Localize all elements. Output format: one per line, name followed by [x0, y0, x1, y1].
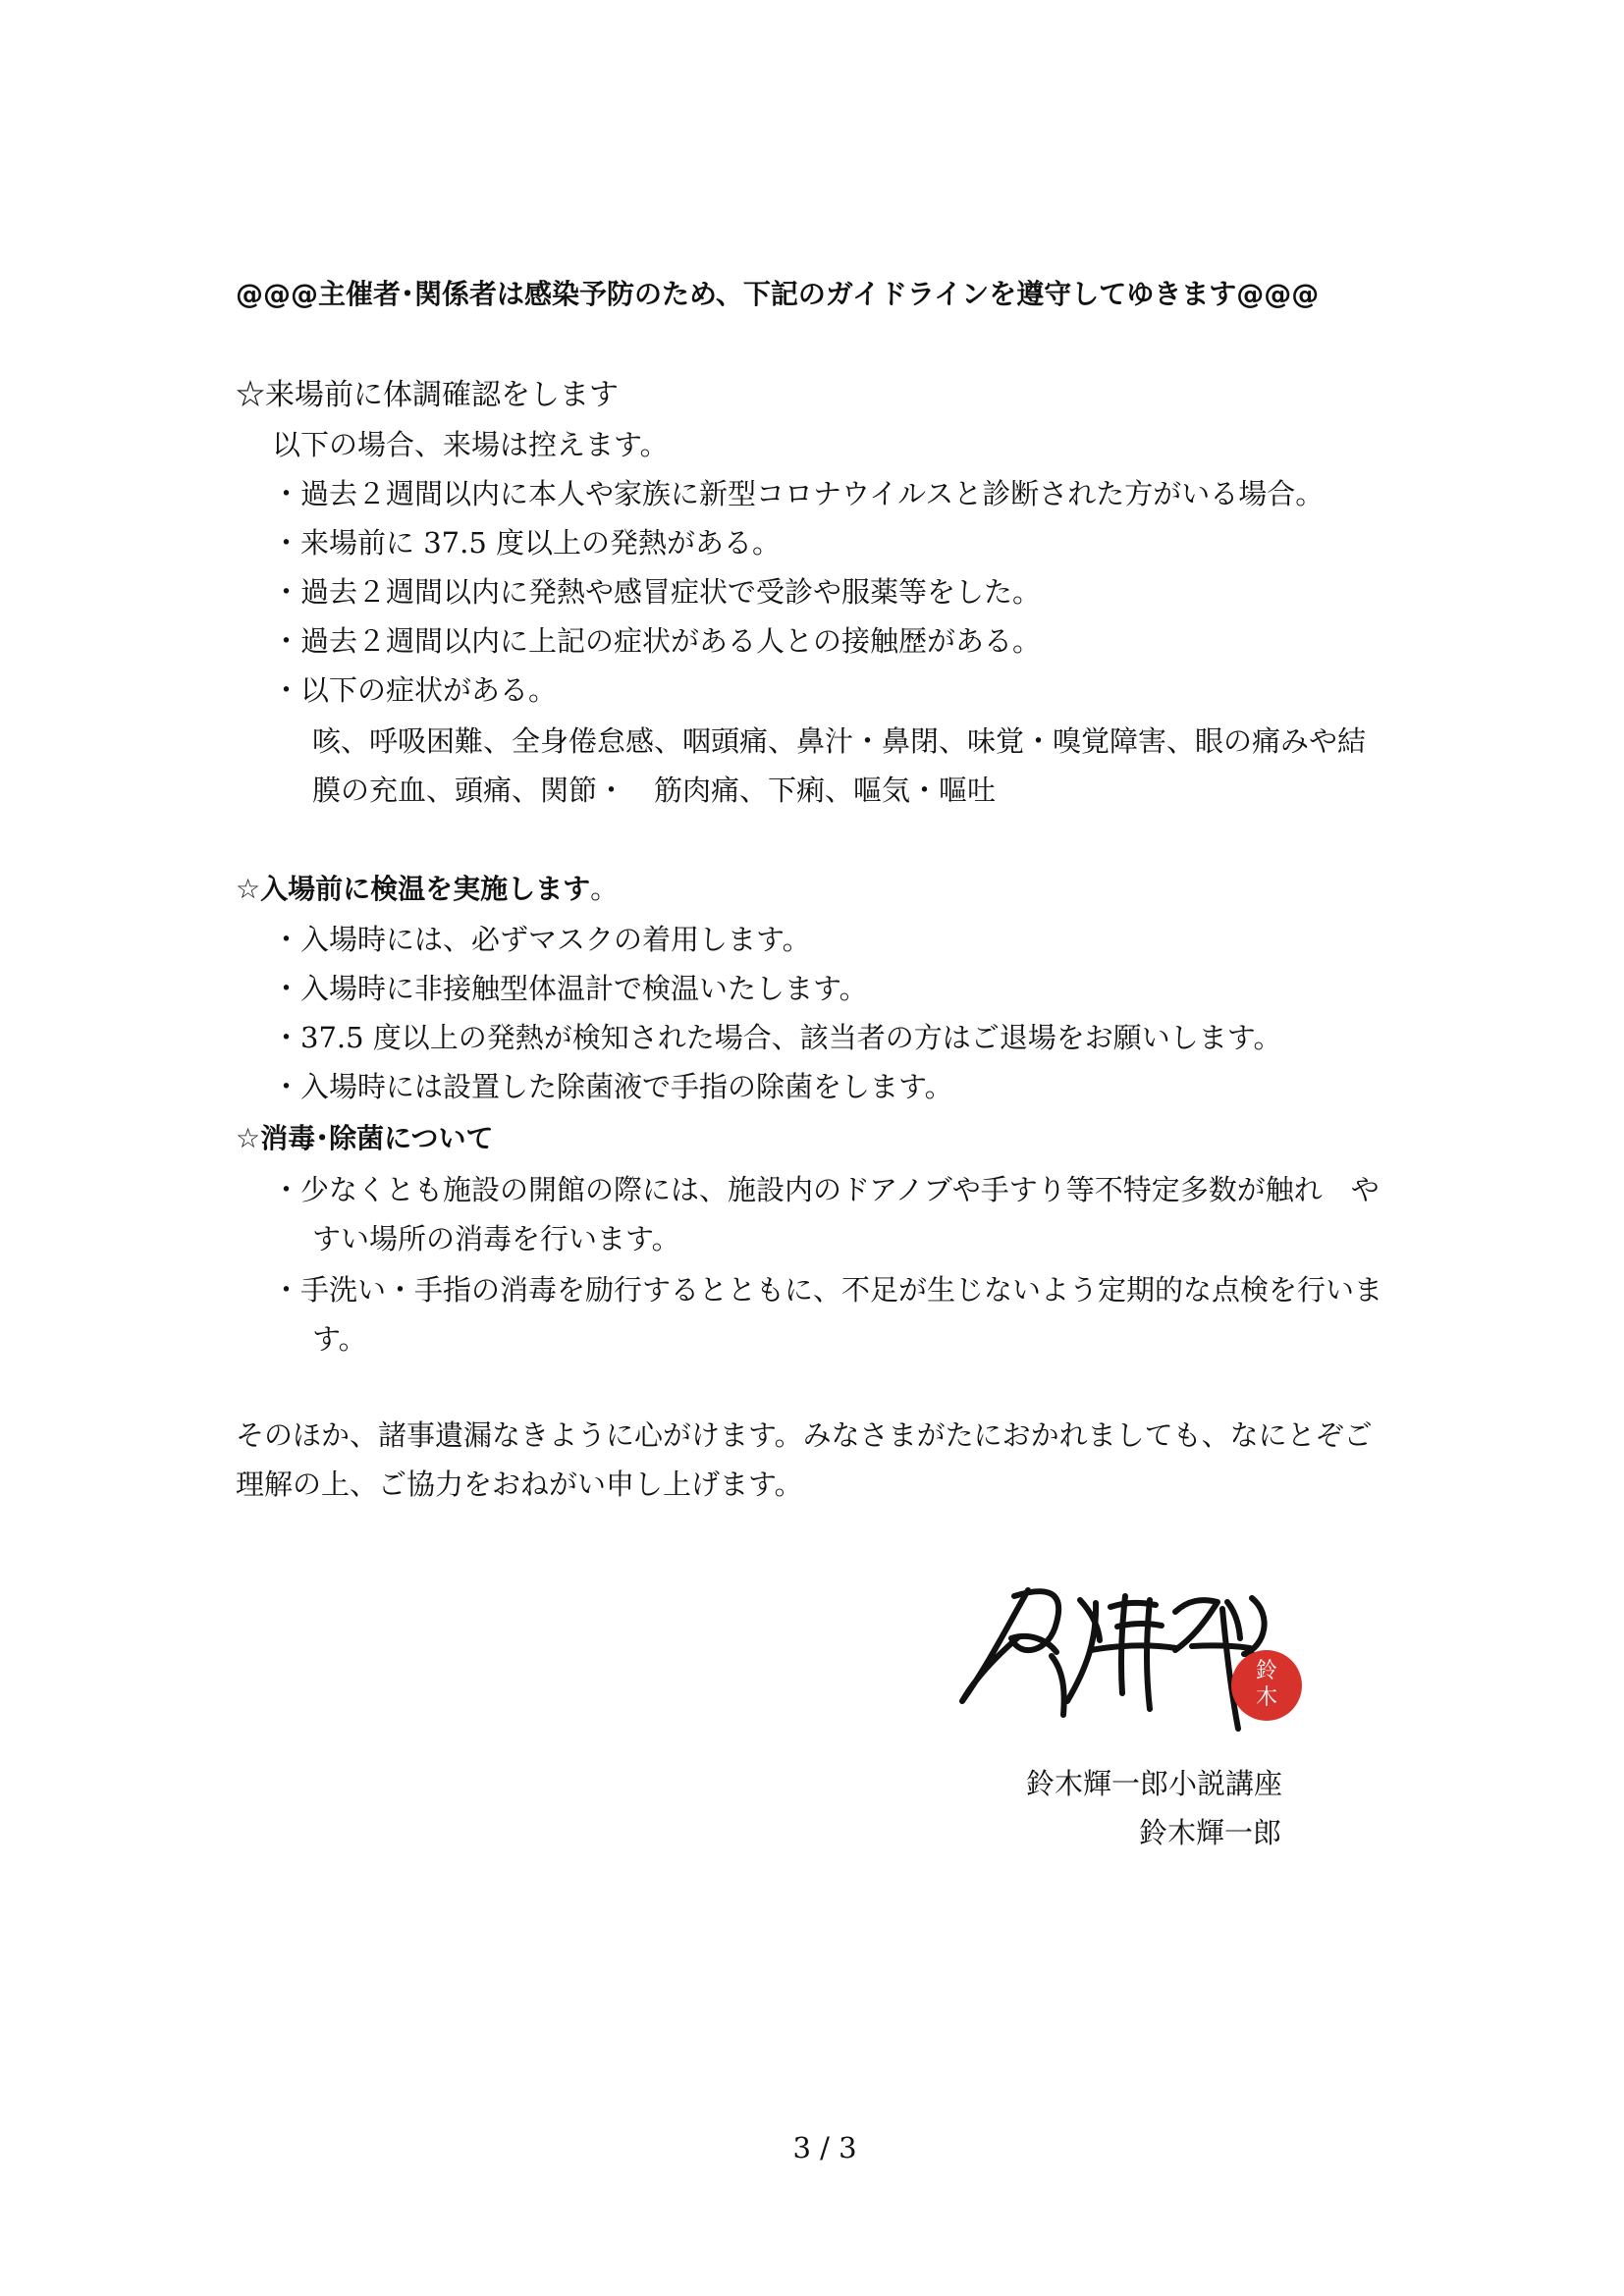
temperature-item: ・37.5 度以上の発熱が検知された場合、該当者の方はご退場をお願いします。 [272, 1021, 1282, 1054]
closing-paragraph-line: そのほか、諸事遺漏なきように心がけます。みなさまがたにおかれましても、なにとぞご [236, 1418, 1373, 1452]
disinfection-item-line: ・少なくとも施設の開館の際には、施設内のドアノブや手すり等不特定多数が触れ や [272, 1173, 1380, 1206]
closing-paragraph-line: 理解の上、ご協力をおねがい申し上げます。 [236, 1468, 803, 1501]
health-check-item: ・以下の症状がある。 [272, 673, 558, 707]
temperature-item: ・入場時に非接触型体温計で検温いたします。 [272, 972, 868, 1005]
health-check-item: ・過去２週間以内に本人や家族に新型コロナウイルスと診断された方がいる場合。 [272, 477, 1325, 510]
svg-text:木: 木 [1255, 1685, 1278, 1710]
disinfection-item-line: ・手洗い・手指の消毒を励行するとともに、不足が生じないよう定期的な点検を行いま [272, 1273, 1383, 1307]
seal-stamp [1231, 1650, 1302, 1721]
section-temperature-heading-suffix: 。 [590, 872, 620, 905]
temperature-item: ・入場時には設置した除菌液で手指の除菌をします。 [272, 1070, 953, 1103]
handwritten-signature [918, 1556, 1365, 1772]
organizer-name: 鈴木輝一郎小説講座 [1026, 1767, 1283, 1800]
page-number: 3 / 3 [792, 2131, 857, 2164]
section-temperature-heading-text: ☆入場前に検温を実施します [236, 873, 591, 905]
disinfection-item-line: す。 [312, 1322, 367, 1356]
document-title: @@@主催者･関係者は感染予防のため、下記のガイドラインを遵守してゆきます@@@ [236, 278, 1320, 310]
symptoms-list-line: 咳、呼吸困難、全身倦怠感、咽頭痛、鼻汁・鼻閉、味覚・嗅覚障害、眼の痛みや結 [312, 724, 1367, 758]
health-check-item: ・過去２週間以内に上記の症状がある人との接触歴がある。 [272, 624, 1042, 658]
section-temperature-heading [236, 869, 619, 909]
section-health-check-heading: ☆来場前に体調確認をします [236, 378, 619, 412]
section-disinfection-heading: ☆消毒･除菌について [236, 1122, 494, 1154]
section-health-check-intro: 以下の場合、来場は控えます。 [272, 428, 669, 461]
health-check-item: ・過去２週間以内に発熱や感冒症状で受診や服薬等をした。 [272, 575, 1042, 609]
signature-block [918, 1556, 1365, 1772]
health-check-item: ・来場前に 37.5 度以上の発熱がある。 [272, 526, 782, 560]
symptoms-list-line: 膜の充血、頭痛、関節・ 筋肉痛、下痢、嘔気・嘔吐 [312, 774, 997, 807]
disinfection-item-line: すい場所の消毒を行います。 [312, 1222, 680, 1255]
representative-name: 鈴木輝一郎 [1139, 1816, 1282, 1849]
temperature-item: ・入場時には、必ずマスクの着用します。 [272, 923, 811, 956]
seal-text: 鈴 [1255, 1659, 1278, 1683]
